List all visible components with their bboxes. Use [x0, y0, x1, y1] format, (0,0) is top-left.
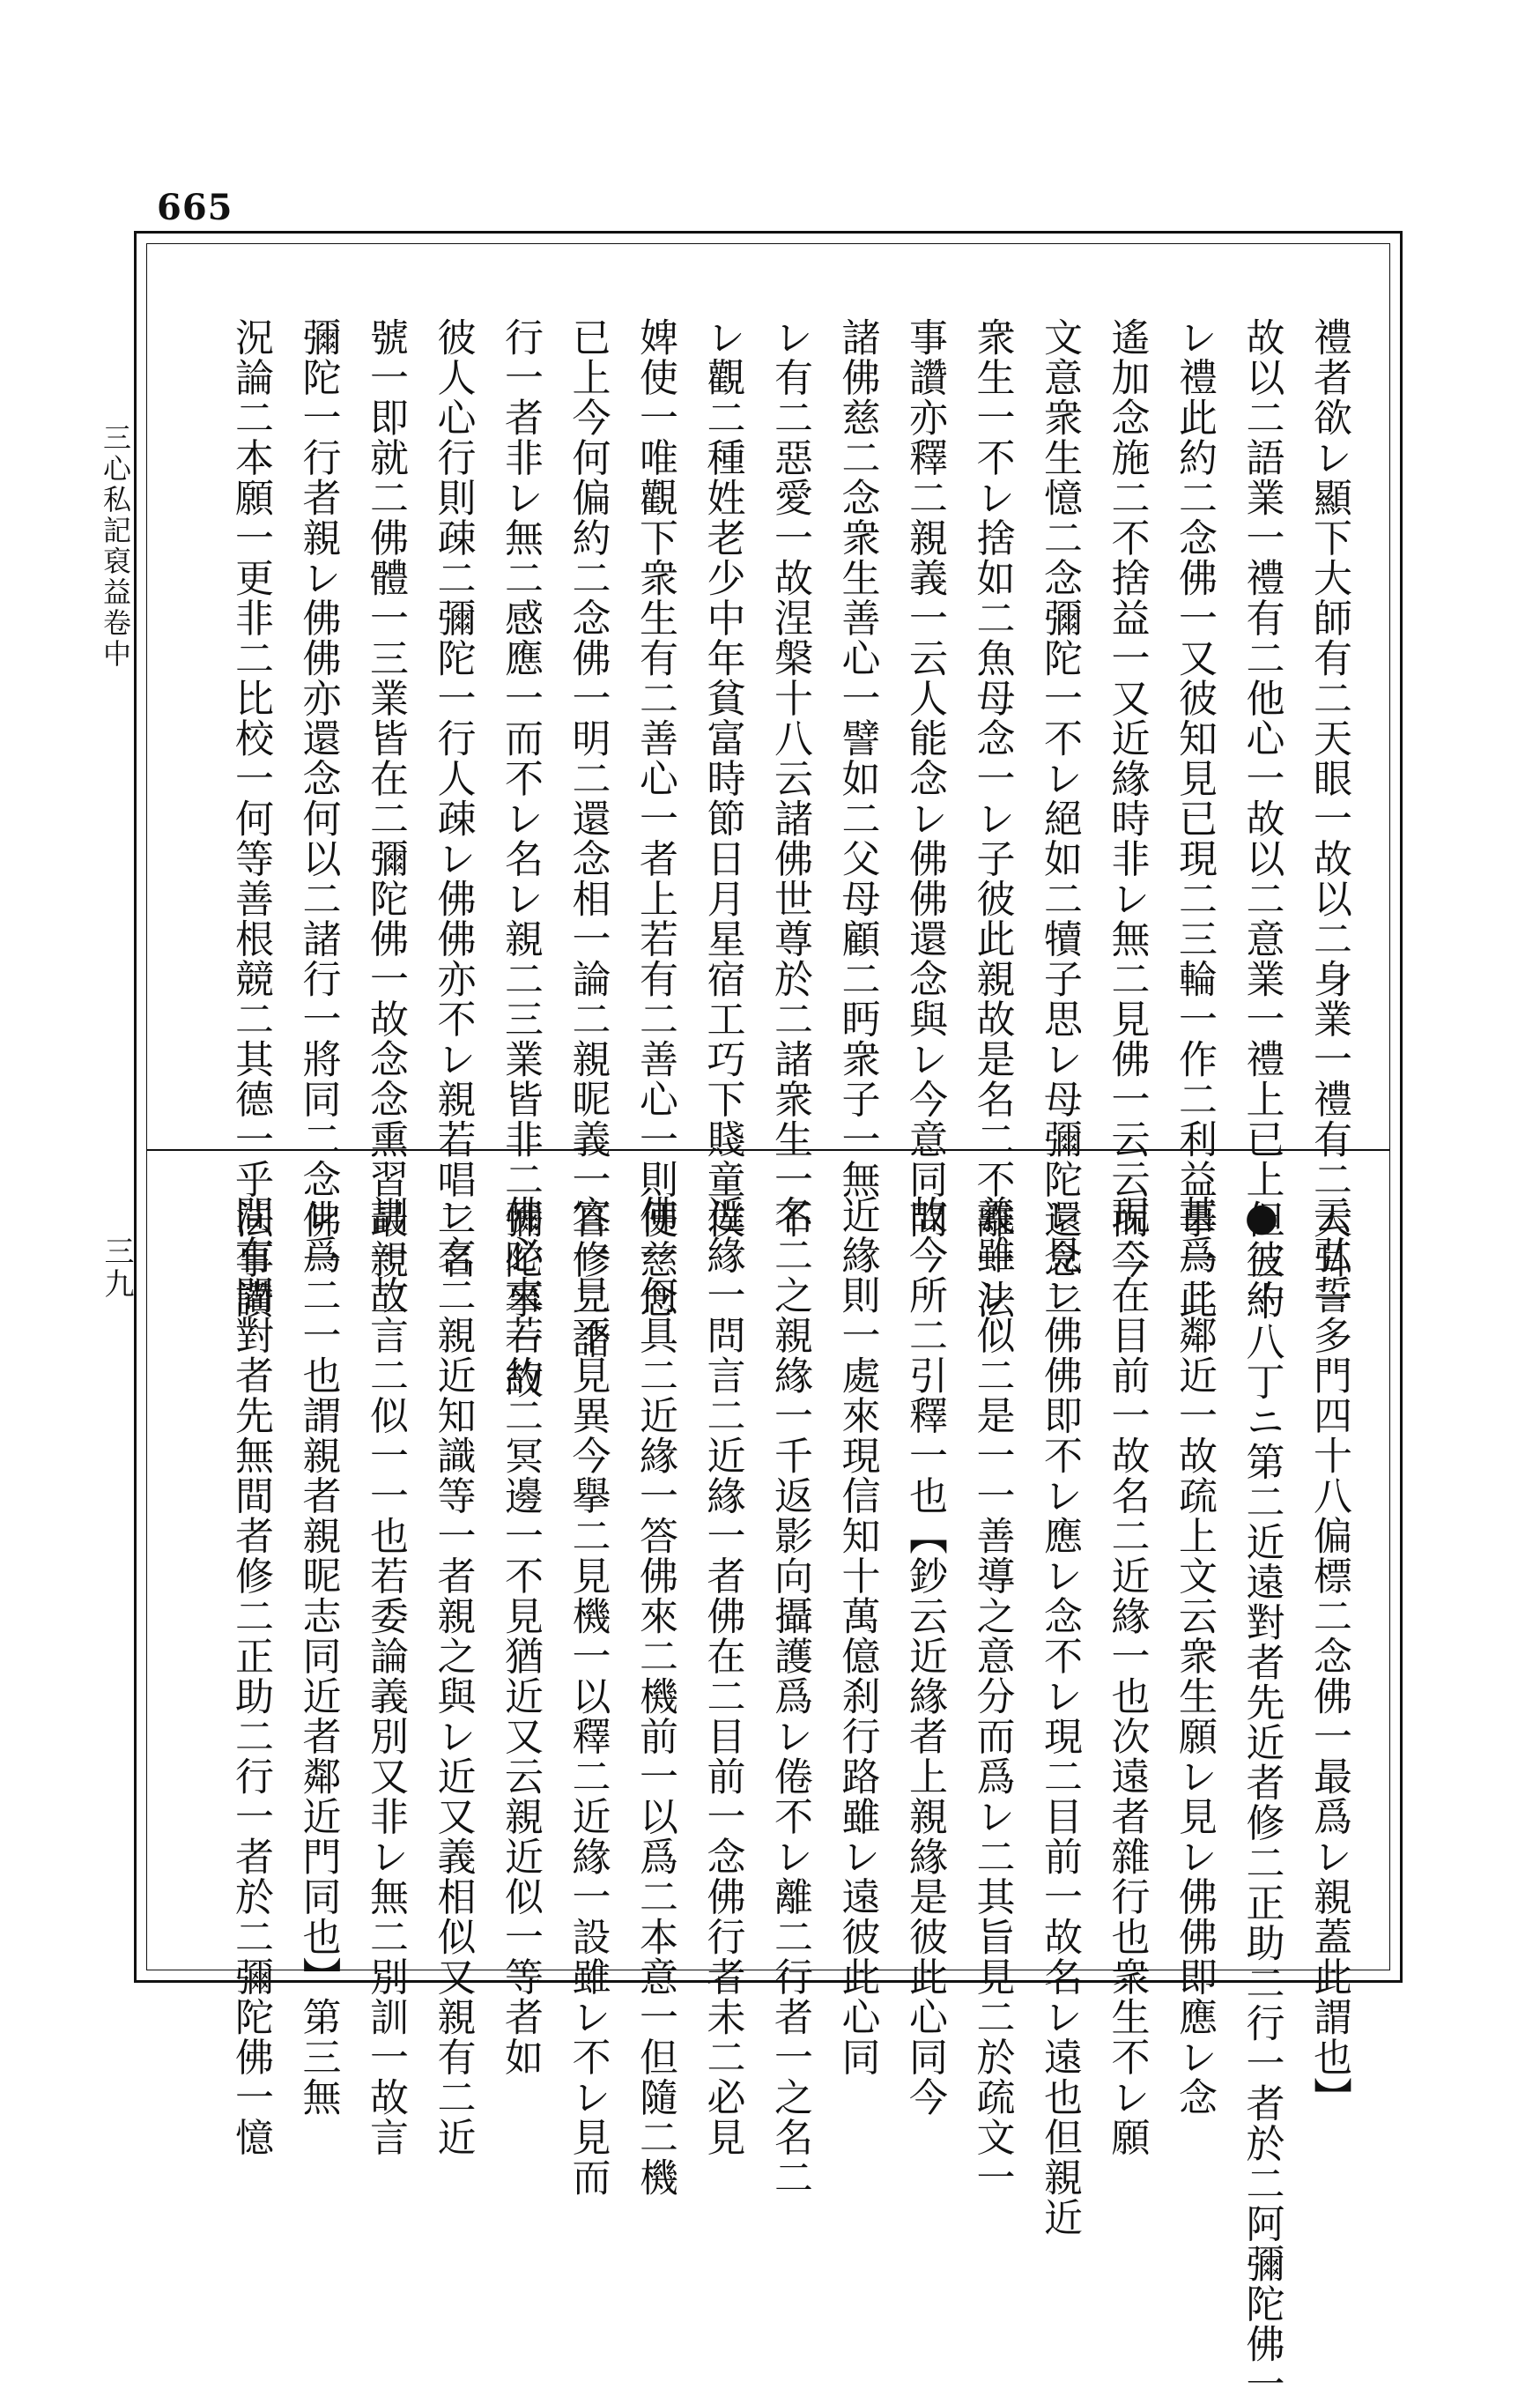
- text-column: レ見レ佛佛即不レ應レ念不レ現二目前一故名レ遠也但親近: [1037, 1195, 1082, 2237]
- text-column: 衆生一不レ捨如二魚母念一レ子彼此親故是名二不離一法: [969, 317, 1015, 1320]
- text-column: 云弘誓多門四十八偏標二念佛一最爲レ親蓋此謂也】: [1307, 1195, 1351, 2118]
- text-column: レ觀二種姓老少中年貧富時節日月星宿工巧下賤童僕: [700, 317, 745, 1240]
- text-column: 諸佛慈二念衆生善心一譬如二父母顧二眄衆子一無: [834, 317, 880, 1199]
- folio-number: 三九: [99, 1235, 134, 1301]
- running-title: 三心私記裒益卷中: [99, 423, 132, 670]
- text-column: 近緣一問言二近緣一者佛在二目前一念佛行者未二必見: [700, 1195, 745, 2157]
- text-column: 已上今何偏約二念佛一明二還念相一論二親昵義一答修二諸: [565, 317, 611, 1360]
- text-column: レ言二親近知識等一者親之與レ近又義相似又親有二近: [430, 1195, 476, 2157]
- text-column: 事讚亦釋二親義一云人能念レ佛佛還念與レ今意同問: [902, 317, 947, 1240]
- text-column: 義雖レ似二是一一善導之意分而爲レ二其旨見二於疏文一: [969, 1195, 1015, 2198]
- page-number: 665: [157, 187, 233, 228]
- text-column: 婢使一唯觀下衆生有二善心一者上若有二善心一則便慈念: [633, 317, 677, 1320]
- text-column: 彼人心行則疎二彌陀一行人疎レ佛佛亦不レ親若唱二名: [430, 317, 476, 1280]
- text-column: 名二之親緣一千返影向攝護爲レ倦不レ離二行者一之名二: [767, 1195, 812, 2198]
- text-column: レ禮此約二念佛一又彼知見已現二三輪一作二利益事一此: [1172, 317, 1217, 1320]
- text-column: 況論二本願一更非二比校一何等善根競二其德一乎法事讚: [228, 317, 273, 1320]
- text-column: レ爲二一也謂親者親昵志同近者鄰近門同也】第三無: [295, 1195, 341, 2118]
- text-column: 宜一見不見異今擧二見機一以釋二近緣一設雖レ不レ見而: [565, 1195, 611, 2198]
- text-column: 故以二語業一禮有二他心一故以二意業一禮上已上但彼約: [1239, 317, 1285, 1320]
- text-column: 文意衆生憶二念彌陀一不レ絕如二犢子思レ母彌陀還念二: [1037, 317, 1082, 1320]
- text-column: 號一即就二佛體一三業皆在二彌陀佛一故念念熏習最親二: [363, 317, 408, 1320]
- text-column: 遙加念施二不捨益一又近緣時非レ無二見佛一云云而今: [1104, 317, 1150, 1280]
- text-column: 訓一故言二似一一也若委論義別又非レ無二別訓一故言: [363, 1195, 408, 2157]
- text-column: 甚爲二鄰近一故疏上文云衆生願レ見レ佛佛即應レ念: [1172, 1195, 1217, 2118]
- text-column: 佛一何具二近緣一答佛來二機前一以爲二本意一但隨二機: [633, 1195, 677, 2198]
- text-column: 間有間對者先無間者修二正助二行一者於二彌陀佛一憶: [228, 1195, 273, 2157]
- text-column: 禮者欲レ顯下大師有二天眼一故以二身業一禮有二天耳一: [1307, 317, 1351, 1320]
- text-column: 佛必來若約二冥邊一不見猶近又云親近似一等者如: [498, 1195, 543, 2077]
- text-column: 行一者非レ無二感應一而不レ名レ親二三業皆非二彌陀事一故: [498, 317, 543, 1400]
- text-column: レ有二惡愛一故涅槃十八云諸佛世尊於二諸衆生一不: [767, 317, 812, 1240]
- text-column: 彌陀一行者親レ佛佛亦還念何以二諸行一將同二念佛一: [295, 317, 341, 1280]
- text-column: ●三十八丁ニ第二近遠對者先近者修二正助二行一者於二阿彌陀佛一: [1239, 1195, 1285, 2404]
- text-column: 故今所二引釋一也【鈔云近緣者上親緣是彼此心同今: [902, 1195, 947, 2118]
- text-column: 現二在目前一故名二近緣一也次遠者雜行也衆生不レ願: [1104, 1195, 1150, 2157]
- text-column: 近緣則一處來現信知十萬億刹行路雖レ遠彼此心同: [834, 1195, 880, 2077]
